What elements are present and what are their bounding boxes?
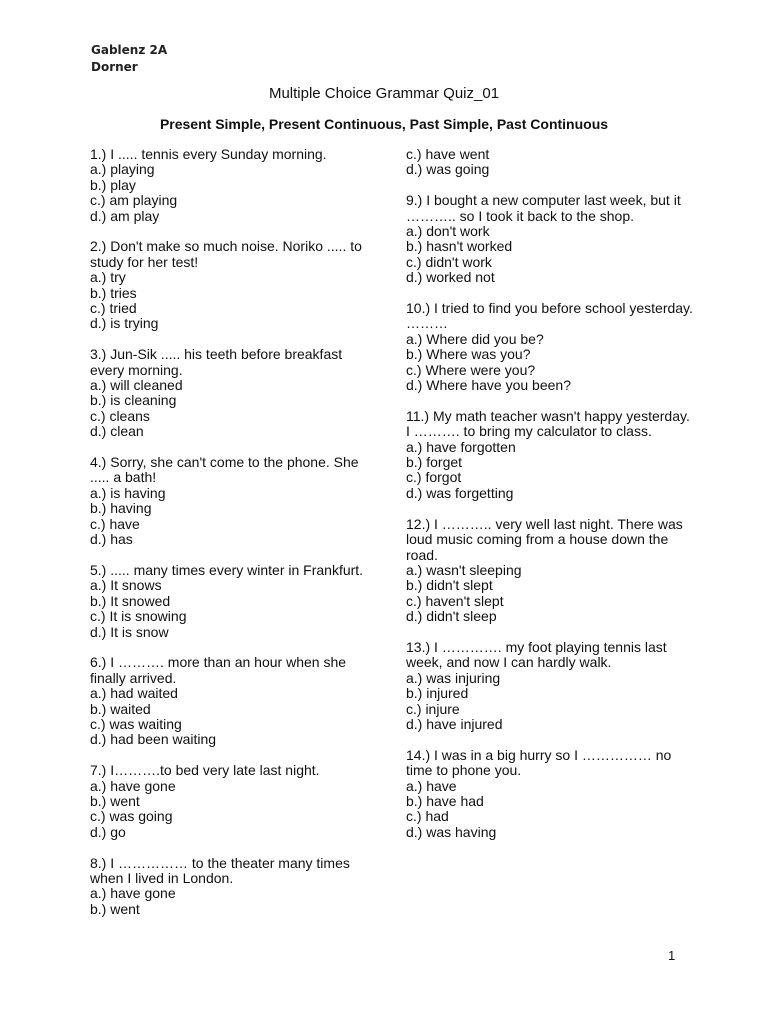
question-block [90,455,380,547]
question-block [90,239,380,331]
question-text: 3.) Jun-Sik ..... his teeth before breakfast every morning. [90,346,343,378]
answer-option: b.) forget [406,454,463,471]
header-name: Gablenz 2A [91,43,168,57]
answer-option: c.) It is snowing [90,608,187,625]
question-block [90,563,380,640]
answer-option: c.) didn't work [406,253,492,270]
page-subtitle: Present Simple, Present Continuous, Past Simple, Past Continuous [159,116,609,132]
answer-option: c.) haven't slept [406,592,504,609]
answer-option: d.) didn't sleep [406,608,497,625]
question-text: 12.) I ……….. very well last night. There was loud music coming from a house down the road. [406,515,683,563]
answer-option: a.) don't work [406,223,490,240]
answer-option: b.) went [90,792,140,809]
header-teacher: Dorner [91,60,138,74]
answer-option: c.) Where were you? [406,361,536,378]
answer-option: a.) wasn't sleeping [406,561,522,578]
question-text: 1.) I ..... tennis every Sunday morning. [90,146,327,162]
answer-option: d.) was going [406,161,490,178]
answer-option: a.) had waited [90,685,178,702]
answer-option: d.) have injured [406,715,503,732]
answer-option: c.) forgot [406,469,462,486]
question-block [90,856,380,918]
answer-option: d.) am play [90,207,160,224]
answer-option: a.) try [90,269,126,286]
question-text: 6.) I ………. more than an hour when she finally arrived. [90,654,347,686]
answer-option: b.) Where was you? [406,346,531,363]
question-block [406,409,696,501]
answer-option: b.) went [90,900,140,917]
answer-option: d.) is trying [90,315,159,332]
question-text: 5.) ..... many times every winter in Frankfurt. [90,561,364,578]
answer-option: b.) is cleaning [90,392,177,409]
page-number: 1 [668,948,676,963]
answer-option: b.) didn't slept [406,577,493,594]
question-text: 4.) Sorry, she can't come to the phone. She ..... a bath! [90,454,359,486]
answer-option: a.) is having [90,484,166,501]
answer-option: a.) It snows [90,577,162,594]
answer-option: a.) have gone [90,885,176,902]
page-title: Multiple Choice Grammar Quiz_01 [268,85,500,102]
question-text: 9.) I bought a new computer last week, but it ……….. so I took it back to the shop. [406,192,681,224]
answer-option: b.) waited [90,700,151,717]
answer-option: d.) was having [406,823,497,840]
question-text: 14.) I was in a big hurry so I …………… no time to phone you. [406,746,672,779]
question-text: 2.) Don't make so much noise. Noriko ..... to study for her test! [90,238,362,270]
answer-option: d.) go [90,823,126,840]
answer-option: d.) was forgetting [406,484,514,501]
question-text: 10.) I tried to find you before school yesterday. ……… [406,300,693,332]
question-text: 8.) I …………… to the theater many times when I lived in London. [90,854,350,886]
answer-option: a.) have forgotten [406,438,516,455]
answer-option: a.) was injuring [406,669,501,686]
answer-option: d.) had been waiting [90,731,217,748]
answer-option: c.) have [90,515,140,532]
answer-option: c.) injure [406,700,460,717]
question-block [406,301,696,393]
question-text: 13.) I …………. my foot playing tennis last week, and now I can hardly walk. [406,638,667,671]
answer-option: d.) Where have you been? [406,377,571,394]
question-block [406,517,696,625]
question-block [90,347,380,439]
answer-option: b.) hasn't worked [406,238,513,255]
answer-option: c.) was going [90,808,173,825]
question-text: 11.) My math teacher wasn't happy yesterday. I ………. to bring my calculator to class. [406,407,690,440]
answer-option: a.) have [406,777,457,794]
answer-option: b.) tries [90,284,137,301]
answer-option: b.) play [90,176,136,193]
answer-option: d.) It is snow [90,623,169,640]
question-block [406,640,696,732]
question-block [90,147,380,224]
answer-option: c.) have went [406,146,490,162]
right-column [406,147,696,856]
answer-option: c.) cleans [90,407,150,424]
question-block [90,763,380,840]
answer-option: c.) was waiting [90,715,182,732]
answer-option: a.) playing [90,161,155,178]
question-continuation [406,147,696,178]
answer-option: c.) am playing [90,192,178,209]
answer-option: b.) have had [406,792,484,809]
answer-option: d.) clean [90,423,144,440]
answer-option: d.) has [90,531,133,548]
question-block [406,748,696,840]
answer-option: a.) have gone [90,777,176,794]
answer-option: a.) will cleaned [90,377,183,394]
question-block [90,655,380,747]
answer-option: c.) tried [90,300,137,317]
answer-option: b.) having [90,500,152,517]
answer-option: b.) injured [406,685,469,702]
question-block [406,193,696,285]
left-column [90,147,380,933]
answer-option: c.) had [406,808,449,825]
answer-option: a.) Where did you be? [406,330,544,347]
question-text: 7.) I……….to bed very late last night. [90,762,320,779]
answer-option: d.) worked not [406,269,495,286]
answer-option: b.) It snowed [90,592,171,609]
